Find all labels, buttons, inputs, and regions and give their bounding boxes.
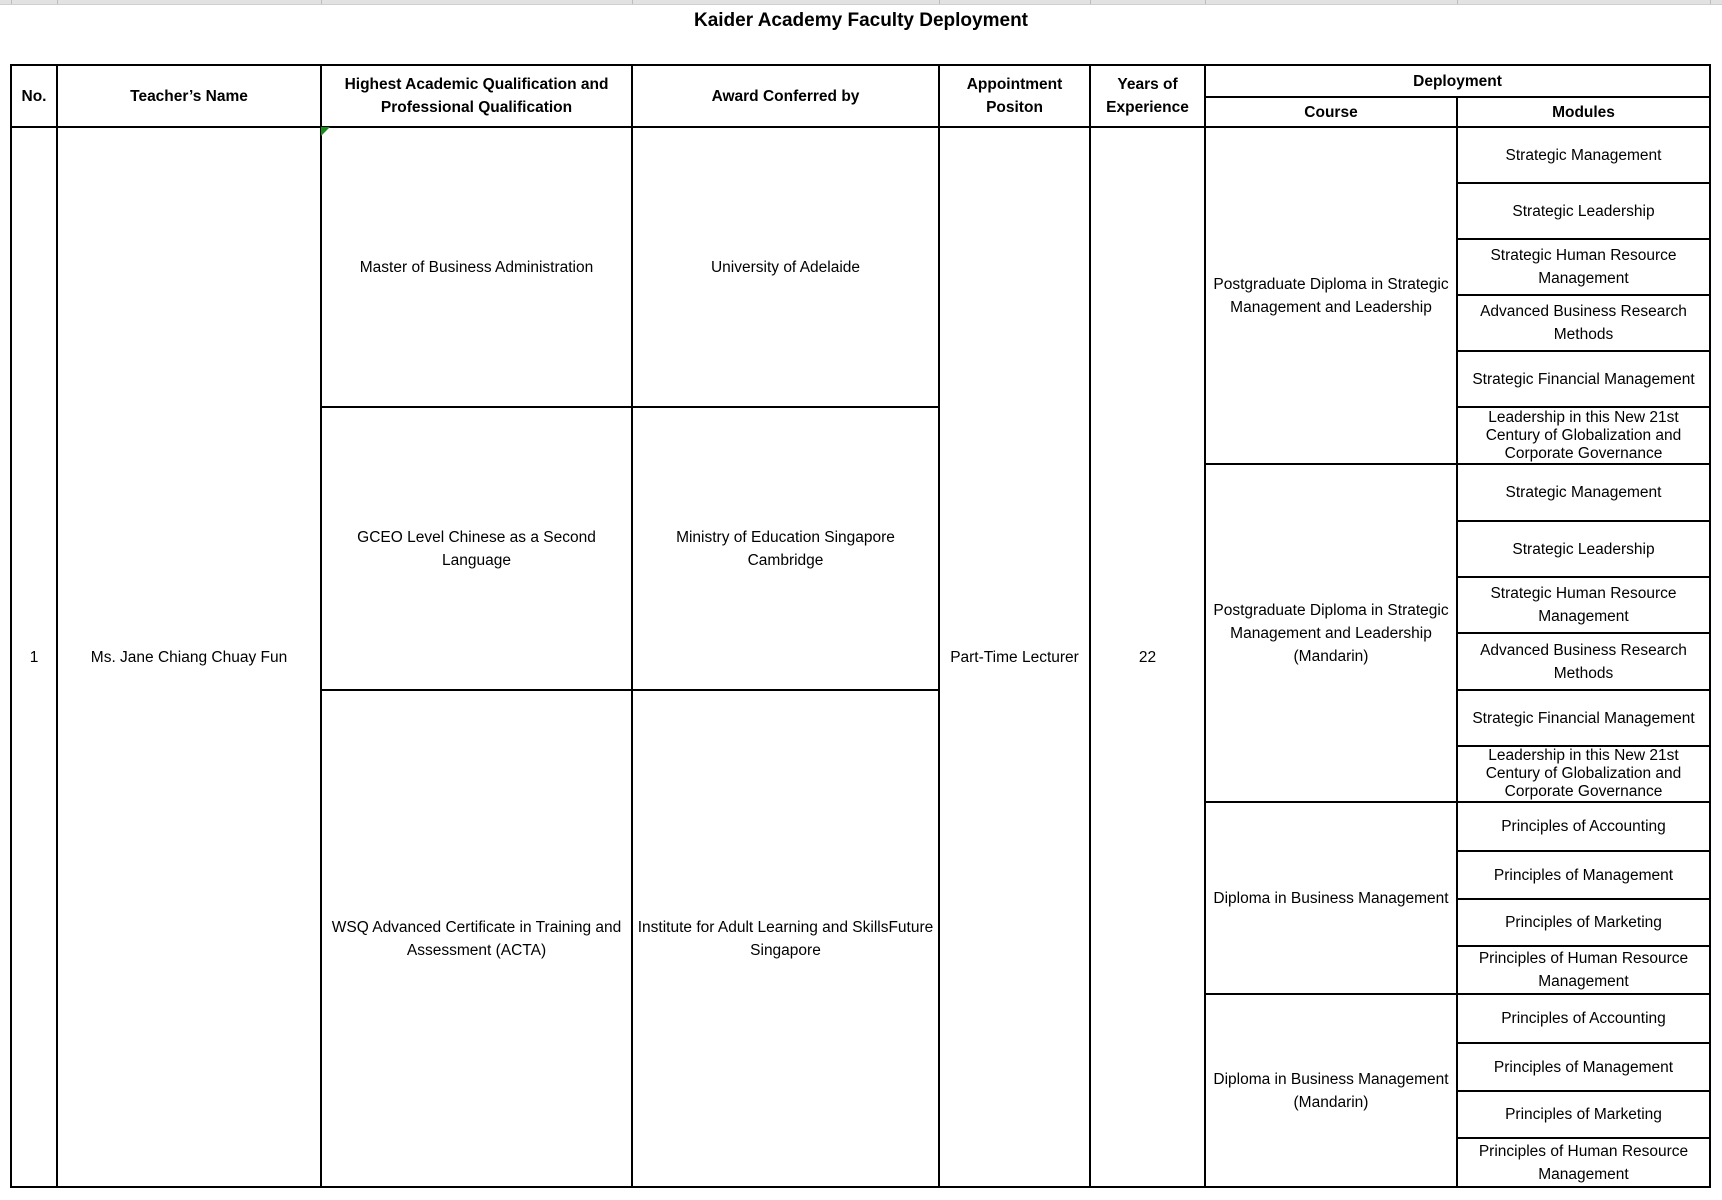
header-teacher-name-text: Teacher’s Name bbox=[130, 87, 248, 105]
module-cell-text: Advanced Business Research Methods bbox=[1480, 303, 1687, 343]
award-cell[interactable] bbox=[631, 689, 940, 1188]
header-position[interactable] bbox=[938, 64, 1091, 128]
module-cell[interactable] bbox=[1456, 182, 1711, 240]
header-course-text: Course bbox=[1304, 103, 1358, 121]
module-cell[interactable] bbox=[1456, 898, 1711, 947]
module-cell-text: Strategic Human Resource Management bbox=[1490, 585, 1677, 625]
header-experience-text: Years of Experience bbox=[1106, 76, 1189, 116]
header-deployment-text: Deployment bbox=[1413, 72, 1502, 90]
module-cell-text: Strategic Leadership bbox=[1512, 202, 1655, 220]
module-cell-text: Strategic Management bbox=[1505, 484, 1662, 501]
module-cell[interactable] bbox=[1456, 632, 1711, 691]
module-cell[interactable] bbox=[1456, 850, 1711, 900]
header-award[interactable] bbox=[631, 64, 940, 128]
qualification-cell-text: GCEO Level Chinese as a Second Language bbox=[357, 528, 596, 569]
module-cell-text: Strategic Human Resource Management bbox=[1490, 247, 1677, 287]
module-cell[interactable] bbox=[1456, 945, 1711, 995]
module-cell-text: Strategic Financial Management bbox=[1472, 709, 1695, 727]
award-cell[interactable] bbox=[631, 406, 940, 691]
award-cell-text: University of Adelaide bbox=[710, 258, 861, 276]
appointment-position-text: Part-Time Lecturer bbox=[950, 648, 1079, 666]
row-number[interactable] bbox=[10, 126, 58, 1188]
header-qualification[interactable] bbox=[320, 64, 633, 128]
header-course[interactable] bbox=[1204, 96, 1458, 128]
header-modules[interactable] bbox=[1456, 96, 1711, 128]
qualification-cell-text: Master of Business Administration bbox=[359, 258, 594, 276]
header-position-text: Appointment Positon bbox=[966, 76, 1063, 116]
module-cell-text: Principles of Management bbox=[1493, 866, 1674, 884]
module-cell[interactable] bbox=[1456, 238, 1711, 296]
module-cell[interactable] bbox=[1456, 576, 1711, 634]
header-deployment[interactable] bbox=[1204, 64, 1711, 98]
module-cell-text: Principles of Management bbox=[1493, 1058, 1674, 1076]
years-of-experience-text: 22 bbox=[1138, 648, 1157, 666]
header-experience[interactable] bbox=[1089, 64, 1206, 128]
course-cell-text: Postgraduate Diploma in Strategic Management and Leadership bbox=[1213, 275, 1449, 316]
sheet-column-header-bar bbox=[0, 0, 1722, 5]
module-cell-text: Strategic Financial Management bbox=[1472, 370, 1695, 388]
module-cell-text: Principles of Human Resource Management bbox=[1478, 950, 1689, 990]
module-cell[interactable] bbox=[1456, 689, 1711, 747]
module-cell[interactable] bbox=[1456, 1137, 1711, 1188]
years-of-experience[interactable] bbox=[1089, 126, 1206, 1188]
award-cell[interactable] bbox=[631, 126, 940, 408]
module-cell-text: Strategic Leadership bbox=[1512, 540, 1655, 558]
header-qualification-text: Highest Academic Qualification and Professional Qualification bbox=[344, 76, 609, 116]
qualification-cell[interactable] bbox=[320, 689, 633, 1188]
module-cell[interactable] bbox=[1456, 1090, 1711, 1139]
row-number-text: 1 bbox=[29, 648, 39, 666]
module-cell-text: Principles of Accounting bbox=[1501, 1010, 1666, 1027]
module-cell[interactable] bbox=[1456, 350, 1711, 408]
module-cell-text: Advanced Business Research Methods bbox=[1480, 641, 1687, 682]
header-modules-text: Modules bbox=[1552, 103, 1615, 121]
course-cell[interactable] bbox=[1204, 463, 1458, 803]
course-cell-text: Postgraduate Diploma in Strategic Management and Leadership (Mandarin) bbox=[1213, 601, 1449, 665]
module-cell[interactable] bbox=[1456, 463, 1711, 522]
page-title: Kaider Academy Faculty Deployment bbox=[693, 10, 1028, 31]
teacher-name[interactable] bbox=[56, 126, 322, 1188]
module-cell[interactable] bbox=[1456, 294, 1711, 352]
course-cell[interactable] bbox=[1204, 801, 1458, 995]
module-cell-text: Principles of Marketing bbox=[1505, 914, 1662, 931]
award-cell-text: Ministry of Education Singapore Cambridge bbox=[676, 528, 895, 569]
appointment-position[interactable] bbox=[938, 126, 1091, 1188]
module-cell[interactable] bbox=[1456, 993, 1711, 1044]
course-cell[interactable] bbox=[1204, 993, 1458, 1188]
module-cell[interactable] bbox=[1456, 745, 1711, 803]
award-cell-text: Institute for Adult Learning and SkillsFuture Singapore bbox=[637, 918, 934, 959]
module-cell-text: Strategic Management bbox=[1505, 146, 1662, 164]
header-no-text: No. bbox=[21, 87, 47, 105]
course-cell[interactable] bbox=[1204, 126, 1458, 465]
module-cell-text: Leadership in this New 21st Century of Globalization and Corporate Governance bbox=[1485, 408, 1682, 462]
header-teacher-name[interactable] bbox=[56, 64, 322, 128]
module-cell[interactable] bbox=[1456, 126, 1711, 184]
module-cell-text: Principles of Human Resource Management bbox=[1478, 1142, 1689, 1183]
course-cell-text: Diploma in Business Management (Mandarin) bbox=[1213, 1070, 1449, 1111]
qualification-cell[interactable] bbox=[320, 406, 633, 691]
module-cell[interactable] bbox=[1456, 406, 1711, 465]
comment-marker-icon bbox=[321, 127, 330, 136]
header-no[interactable] bbox=[10, 64, 58, 128]
module-cell[interactable] bbox=[1456, 1042, 1711, 1092]
module-cell[interactable] bbox=[1456, 801, 1711, 852]
qualification-cell-text: WSQ Advanced Certificate in Training and Assessment (ACTA) bbox=[331, 918, 622, 959]
header-award-text: Award Conferred by bbox=[711, 87, 860, 105]
teacher-name-text: Ms. Jane Chiang Chuay Fun bbox=[90, 648, 288, 666]
course-cell-text: Diploma in Business Management bbox=[1213, 889, 1449, 907]
module-cell-text: Principles of Marketing bbox=[1505, 1106, 1662, 1123]
module-cell-text: Leadership in this New 21st Century of Globalization and Corporate Governance bbox=[1485, 747, 1682, 800]
module-cell-text: Principles of Accounting bbox=[1501, 818, 1666, 835]
module-cell[interactable] bbox=[1456, 520, 1711, 578]
qualification-cell[interactable] bbox=[320, 126, 633, 408]
